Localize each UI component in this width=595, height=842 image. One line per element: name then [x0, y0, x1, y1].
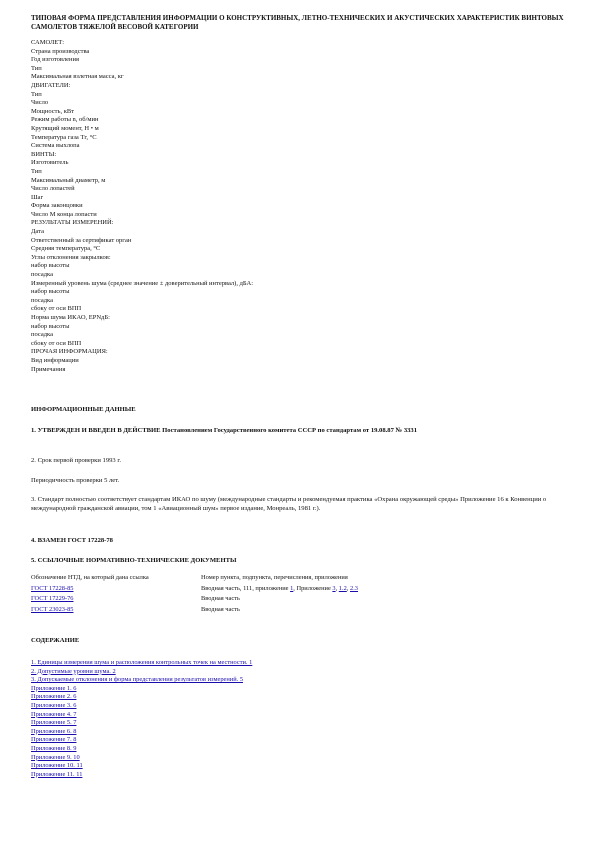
form-field-label: Тип — [31, 167, 42, 175]
toc-heading: СОДЕРЖАНИЕ — [31, 637, 80, 644]
toc-item — [31, 771, 571, 780]
form-field-label: Тип — [31, 64, 42, 72]
info-paragraph-3: 3. Стандарт полностью соответствует стандартам ИКАО по шуму (международные стандарты и рекомендуемая практика «Охрана окружающей среды» Приложение 16 к Конвенции о международной гражданской авиации, том 1 «Авиационный шум» первое издание, Монреаль, 1981 г.). — [31, 496, 547, 512]
toc-link[interactable]: 2. Допустимые уровни шума. 2 — [31, 667, 116, 675]
form-field-label: Форма законцовки — [31, 202, 83, 210]
table-cell-ref — [201, 585, 571, 596]
info-paragraph-2b: Периодичность проверки 5 лет. — [31, 477, 120, 484]
info-paragraph-1-text: 1. УТВЕРЖДЕН И ВВЕДЕН В ДЕЙСТВИЕ Постановлением Государственного комитета СССР по стандартам от 19.08.87 № 3331 — [31, 427, 418, 434]
toc-item — [31, 711, 571, 720]
form-field-label: сбоку от оси ВПП — [31, 339, 82, 347]
ref-mid: , Приложение — [293, 584, 333, 592]
form-field-label: ПРОЧАЯ ИНФОРМАЦИЯ: — [31, 348, 108, 356]
toc-link[interactable]: Приложение 7. 8 — [31, 736, 77, 744]
ref-link-1-2[interactable]: 1.2 — [338, 584, 347, 592]
form-field-label: Углы отклонения закрылков: — [31, 253, 111, 261]
toc-link[interactable]: Приложение 11. 11 — [31, 770, 83, 778]
toc-item — [31, 659, 571, 668]
doc-link-gost-23023[interactable]: ГОСТ 23023-85 — [31, 605, 74, 613]
toc-link[interactable]: Приложение 9. 10 — [31, 753, 80, 761]
table-row — [31, 585, 571, 596]
ntd-reference-table — [31, 574, 571, 616]
toc-item — [31, 676, 571, 685]
form-field-label: ВИНТЫ: — [31, 150, 57, 158]
toc-item — [31, 728, 571, 737]
form-field-label: Изготовитель — [31, 159, 69, 167]
ref-prefix: Вводная часть, 111, приложение — [201, 584, 291, 592]
form-field-label: посадка — [31, 271, 53, 279]
table-cell-ref: Вводная часть — [201, 605, 240, 613]
ref-link-1[interactable]: 1 — [290, 584, 294, 592]
form-field-label: сбоку от оси ВПП — [31, 305, 82, 313]
form-field-label: Тип — [31, 90, 42, 98]
table-cell-ref: Вводная часть — [201, 595, 240, 603]
toc-link[interactable]: 1. Единицы измерения шума и расположения контрольных точек на местности. 1 — [31, 659, 253, 666]
table-row — [31, 595, 571, 606]
form-field-label: Мощность, кВт — [31, 107, 75, 115]
form-field-label: набор высоты — [31, 288, 70, 296]
toc-item — [31, 745, 571, 754]
info-paragraph-5: 5. ССЫЛОЧНЫЕ НОРМАТИВНО-ТЕХНИЧЕСКИЕ ДОКУМЕНТЫ — [31, 557, 237, 564]
doc-link-gost-17228[interactable]: ГОСТ 17228-85 — [31, 584, 74, 592]
info-paragraph-2: 2. Срок первой проверки 1993 г. — [31, 457, 121, 464]
info-heading: ИНФОРМАЦИОННЫЕ ДАННЫЕ — [31, 406, 136, 413]
toc-item — [31, 702, 571, 711]
doc-link-gost-17229[interactable]: ГОСТ 17229-76 — [31, 595, 74, 603]
toc-item — [31, 754, 571, 763]
form-field-label: РЕЗУЛЬТАТЫ ИЗМЕРЕНИЙ: — [31, 219, 114, 227]
info-paragraph-1 — [31, 426, 571, 435]
form-field-label: Режим работы n, об/мин — [31, 116, 99, 124]
table-header-row — [31, 574, 571, 585]
toc-link[interactable]: Приложение 6. 8 — [31, 727, 77, 735]
form-field-label: Ответственный за сертификат орган — [31, 236, 132, 244]
form-field-label: Число — [31, 99, 49, 107]
form-fields-list — [31, 39, 571, 374]
form-field-label: Средняя температура, °С — [31, 245, 101, 253]
ref-sep: , — [346, 584, 350, 592]
form-field-label: Год изготовления — [31, 56, 79, 64]
toc-link[interactable]: Приложение 2. 6 — [31, 693, 77, 701]
toc-item — [31, 736, 571, 745]
info-paragraph-4: 4. ВЗАМЕН ГОСТ 17228-78 — [31, 537, 113, 544]
form-field-label: Дата — [31, 228, 44, 236]
toc-link[interactable]: Приложение 3. 6 — [31, 701, 77, 709]
table-header-doc: Обозначение НТД, на который дана ссылка — [31, 574, 149, 581]
toc-item — [31, 719, 571, 728]
form-field-label: посадка — [31, 331, 53, 339]
table-of-contents — [31, 659, 571, 779]
ref-sep: , — [335, 584, 339, 592]
table-row — [31, 606, 571, 617]
form-field-label: Примечания — [31, 365, 66, 373]
form-field-label: САМОЛЕТ: — [31, 39, 65, 46]
toc-link[interactable]: Приложение 5. 7 — [31, 719, 77, 727]
toc-item — [31, 668, 571, 677]
toc-link[interactable]: Приложение 10. 11 — [31, 762, 83, 770]
form-field-label: Максимальный диаметр, м — [31, 176, 106, 184]
form-field-label: Максимальная взлетная масса, кг — [31, 73, 124, 81]
form-field-label: Система выхлопа — [31, 142, 80, 150]
form-field-label: Число М конца лопасти — [31, 210, 97, 218]
form-field-label: набор высоты — [31, 262, 70, 270]
toc-item — [31, 693, 571, 702]
form-field-label: Норма шума ИКАО, EPNдБ: — [31, 314, 110, 321]
form-field-label: Шаг — [31, 193, 44, 201]
form-field-label: Крутящий момент, Н • м — [31, 124, 99, 132]
form-field-label: посадка — [31, 296, 53, 304]
toc-link[interactable]: Приложение 4. 7 — [31, 710, 77, 718]
form-field-label: Измеренный уровень шума (среднее значение ± доверительный интервал), дБА: — [31, 279, 254, 287]
form-field-label: Число лопастей — [31, 185, 75, 193]
document-title: ТИПОВАЯ ФОРМА ПРЕДСТАВЛЕНИЯ ИНФОРМАЦИИ О КОНСТРУКТИВНЫХ, ЛЕТНО-ТЕХНИЧЕСКИХ И АКУСТИЧЕСКИХ ХАРАКТЕРИСТИК ВИНТОВЫХ САМОЛЕТОВ ТЯЖЕЛОЙ ВЕСОВОЙ КАТЕГОРИИ — [31, 14, 564, 31]
toc-item — [31, 762, 571, 771]
ref-link-2-3[interactable]: 2.3 — [350, 584, 358, 592]
form-field-label: Вид информации — [31, 356, 79, 364]
form-field-label: Страна производства — [31, 47, 90, 55]
form-field-label: набор высоты — [31, 322, 70, 330]
form-field-label: Температура газа Тг, °С — [31, 133, 97, 141]
toc-link[interactable]: Приложение 1. 6 — [31, 684, 77, 692]
toc-item — [31, 685, 571, 694]
form-field-label: ДВИГАТЕЛИ: — [31, 81, 71, 89]
table-header-ref: Номер пункта, подпункта, перечисления, приложения — [201, 574, 348, 581]
toc-link[interactable]: 3. Допускаемые отклонения и форма представления результатов измерений. 5 — [31, 676, 244, 684]
toc-link[interactable]: Приложение 8. 9 — [31, 744, 77, 752]
ref-link-3[interactable]: 3 — [332, 584, 336, 592]
